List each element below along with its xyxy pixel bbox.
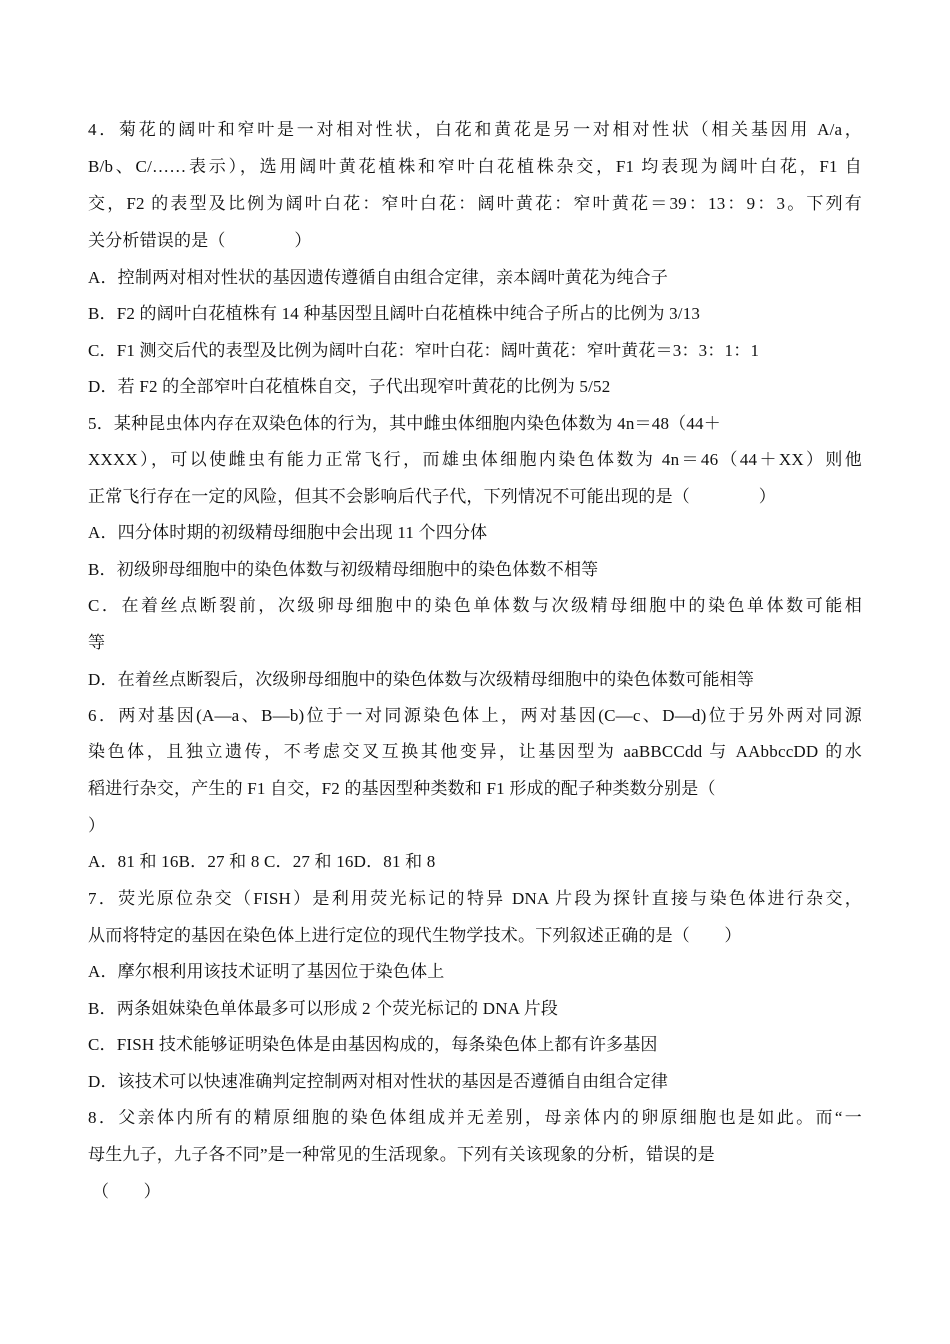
question-stem-line: 母生九子，九子各不同”是一种常见的生活现象。下列有关该现象的分析，错误的是: [88, 1145, 715, 1164]
option-b: B．F2 的阔叶白花植株有 14 种基因型且阔叶白花植株中纯合子所占的比例为 3/13: [88, 304, 701, 323]
question-stem-line: 染色体，且独立遗传，不考虑交叉互换其他变异，让基因型为 aaBBCCdd 与 AAbbccDD 的水: [88, 742, 862, 761]
option-c: C．FISH 技术能够证明染色体是由基因构成的，每条染色体上都有许多基因: [88, 1035, 658, 1054]
options-inline: A．81 和 16B．27 和 8 C．27 和 16D．81 和 8: [88, 852, 436, 871]
question-stem-line: XXXX），可以使雌虫有能力正常飞行，而雄虫体细胞内染色体数为 4n＝46（44＋XX）则他: [88, 450, 862, 469]
question-stem-line: 5．某种昆虫体内存在双染色体的行为，其中雌虫体细胞内染色体数为 4n＝48（44＋: [88, 414, 721, 433]
option-b: B．初级卵母细胞中的染色体数与初级精母细胞中的染色体数不相等: [88, 560, 599, 579]
question-stem-line: 6．两对基因(A—a、B—b)位于一对同源染色体上，两对基因(C—c、D—d)位于另外两对同源: [88, 706, 862, 725]
option-c-continued: 等: [88, 633, 106, 652]
option-d: D．该技术可以快速准确判定控制两对相对性状的基因是否遵循自由组合定律: [88, 1072, 669, 1091]
option-d: D．若 F2 的全部窄叶白花植株自交，子代出现窄叶黄花的比例为 5/52: [88, 377, 611, 396]
question-stem-line: B/b、C/……表示），选用阔叶黄花植株和窄叶白花植株杂交，F1 均表现为阔叶白花，F1 自: [88, 157, 862, 176]
question-stem-line: 正常飞行存在一定的风险，但其不会影响后代子代，下列情况不可能出现的是（ ）: [88, 487, 776, 506]
option-c: C．F1 测交后代的表型及比例为阔叶白花：窄叶白花：阔叶黄花：窄叶黄花＝3：3：1：1: [88, 341, 760, 360]
option-a: A．控制两对相对性状的基因遗传遵循自由组合定律，亲本阔叶黄花为纯合子: [88, 268, 669, 287]
option-c: C．在着丝点断裂前，次级卵母细胞中的染色单体数与次级精母细胞中的染色单体数可能相: [88, 596, 862, 615]
question-stem-line: 7．荧光原位杂交（FISH）是利用荧光标记的特异 DNA 片段为探针直接与染色体进行杂交，: [88, 889, 862, 908]
option-a: A．四分体时期的初级精母细胞中会出现 11 个四分体: [88, 523, 488, 542]
question-stem-line: ）: [88, 816, 106, 835]
option-b: B．两条姐妹染色单体最多可以形成 2 个荧光标记的 DNA 片段: [88, 999, 559, 1018]
question-stem-line: 关分析错误的是（ ）: [88, 231, 312, 250]
question-stem-line: 从而将特定的基因在染色体上进行定位的现代生物学技术。下列叙述正确的是（ ）: [88, 926, 742, 945]
question-stem-line: 交，F2 的表型及比例为阔叶白花：窄叶白花：阔叶黄花：窄叶黄花＝39：13：9：3。下列有: [88, 194, 862, 213]
option-d: D．在着丝点断裂后，次级卵母细胞中的染色体数与次级精母细胞中的染色体数可能相等: [88, 670, 755, 689]
answer-blank: （ ）: [92, 1182, 161, 1201]
question-stem-line: 8．父亲体内所有的精原细胞的染色体组成并无差别，母亲体内的卵原细胞也是如此。而“一: [88, 1108, 862, 1127]
question-stem-line: 4．菊花的阔叶和窄叶是一对相对性状，白花和黄花是另一对相对性状（相关基因用 A/a，: [88, 120, 862, 139]
option-a: A．摩尔根利用该技术证明了基因位于染色体上: [88, 962, 445, 981]
question-stem-line: 稻进行杂交，产生的 F1 自交，F2 的基因型种类数和 F1 形成的配子种类数分别是（: [88, 779, 716, 798]
